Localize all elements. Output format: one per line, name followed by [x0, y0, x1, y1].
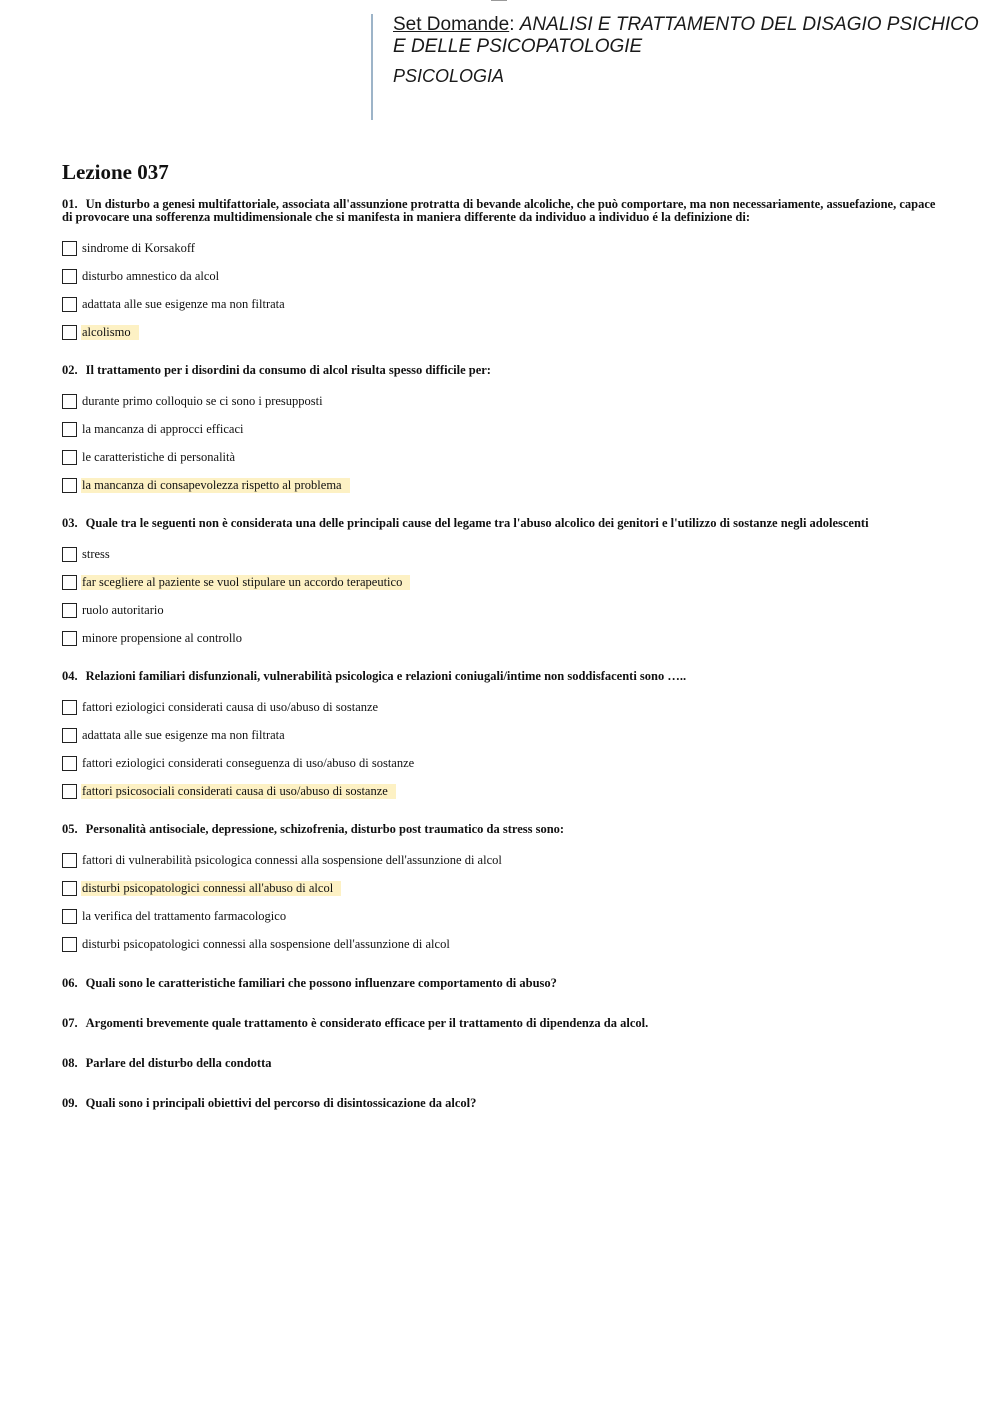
answer-option[interactable]: [62, 846, 942, 874]
option-label: sindrome di Korsakoff: [82, 240, 195, 255]
option-label: adattata alle sue esigenze ma non filtrata: [82, 727, 285, 742]
answer-option[interactable]: [62, 387, 942, 415]
option-label: disturbi psicopatologici connessi alla sospensione dell'assunzione di alcol: [82, 936, 450, 951]
answer-option[interactable]: [62, 540, 942, 568]
question-number: 07.: [62, 1016, 78, 1030]
open-question-06: [62, 976, 942, 1016]
answer-option[interactable]: [62, 693, 942, 721]
checkbox[interactable]: [62, 394, 77, 409]
answer-option-correct[interactable]: [62, 777, 942, 805]
answer-option-correct[interactable]: [62, 568, 942, 596]
answer-option[interactable]: [62, 902, 942, 930]
checkbox[interactable]: [62, 478, 77, 493]
question-number: 04.: [62, 669, 78, 683]
option-label-highlighted: la mancanza di consapevolezza rispetto al problema: [81, 478, 350, 493]
question-text: [62, 670, 942, 683]
option-label-highlighted: alcolismo: [81, 325, 139, 340]
question-body: Un disturbo a genesi multifattoriale, associata all'assunzione protratta di bevande alcoliche, che può comportare, ma non necessariamente, assuefazione, capace di provocare una sofferenza multidimensionale che si manifesta in maniera differente da individuo a individuo é la definizione di:: [62, 197, 936, 224]
lesson-title: Lezione 037: [62, 160, 169, 184]
question-body: Quali sono le caratteristiche familiari che possono influenzare comportamento di abuso?: [85, 976, 557, 990]
questions-list: [62, 198, 942, 1136]
question-text: [62, 823, 942, 836]
checkbox[interactable]: [62, 575, 77, 590]
open-question-08: [62, 1056, 942, 1096]
question-number: 01.: [62, 197, 78, 211]
question-body: Parlare del disturbo della condotta: [85, 1056, 272, 1070]
option-label: minore propensione al controllo: [82, 630, 243, 645]
question-body: Quale tra le seguenti non è considerata una delle principali cause del legame tra l'abuso alcolico dei genitori e l'utilizzo di sostanze negli adolescenti: [85, 516, 869, 530]
checkbox[interactable]: [62, 450, 77, 465]
checkbox[interactable]: [62, 325, 77, 340]
option-label: disturbo amnestico da alcol: [82, 268, 220, 283]
checkbox[interactable]: [62, 547, 77, 562]
checkbox[interactable]: [62, 241, 77, 256]
option-label: la mancanza di approcci efficaci: [82, 421, 244, 436]
open-question-07: [62, 1016, 942, 1056]
checkbox[interactable]: [62, 700, 77, 715]
answer-option[interactable]: [62, 624, 942, 652]
option-label-highlighted: fattori psicosociali considerati causa di uso/abuso di sostanze: [81, 784, 396, 799]
option-label: le caratteristiche di personalità: [82, 449, 236, 464]
header-set-line: [393, 14, 991, 58]
question-04: [62, 670, 942, 805]
question-body: Relazioni familiari disfunzionali, vulnerabilità psicologica e relazioni coniugali/intime non soddisfacenti sono …..: [85, 669, 687, 683]
question-text: [62, 198, 942, 224]
checkbox[interactable]: [62, 269, 77, 284]
answer-option[interactable]: [62, 596, 942, 624]
question-02: [62, 364, 942, 499]
checkbox[interactable]: [62, 631, 77, 646]
checkbox[interactable]: [62, 728, 77, 743]
question-body: Argomenti brevemente quale trattamento è considerato efficace per il trattamento di dipendenza da alcol.: [85, 1016, 649, 1030]
top-mark: [491, 0, 507, 1]
course-title: ANALISI E TRATTAMENTO DEL DISAGIO PSICHICO E DELLE PSICOPATOLOGIE: [393, 14, 979, 57]
checkbox[interactable]: [62, 603, 77, 618]
question-05: [62, 823, 942, 958]
question-body: Personalità antisociale, depressione, schizofrenia, disturbo post traumatico da stress sono:: [85, 822, 565, 836]
question-number: 09.: [62, 1096, 78, 1110]
checkbox[interactable]: [62, 784, 77, 799]
checkbox[interactable]: [62, 756, 77, 771]
question-text: [62, 517, 942, 530]
question-01: [62, 198, 942, 346]
open-question-09: [62, 1096, 942, 1136]
option-label: fattori di vulnerabilità psicologica connessi alla sospensione dell'assunzione di alcol: [82, 852, 502, 867]
option-label-highlighted: disturbi psicopatologici connessi all'abuso di alcol: [81, 881, 341, 896]
answer-option[interactable]: [62, 443, 942, 471]
answer-option[interactable]: [62, 930, 942, 958]
document-header: [371, 14, 991, 120]
checkbox[interactable]: [62, 422, 77, 437]
answer-option[interactable]: [62, 415, 942, 443]
option-label: fattori eziologici considerati conseguenza di uso/abuso di sostanze: [82, 755, 415, 770]
answer-option-correct[interactable]: [62, 318, 942, 346]
answer-option[interactable]: [62, 262, 942, 290]
option-label: durante primo colloquio se ci sono i presupposti: [82, 393, 323, 408]
checkbox[interactable]: [62, 853, 77, 868]
answer-option[interactable]: [62, 234, 942, 262]
answer-option[interactable]: [62, 290, 942, 318]
answer-option-correct[interactable]: [62, 471, 942, 499]
question-body: Il trattamento per i disordini da consumo di alcol risulta spesso difficile per:: [85, 363, 491, 377]
checkbox[interactable]: [62, 937, 77, 952]
checkbox[interactable]: [62, 909, 77, 924]
option-label: stress: [82, 546, 110, 561]
checkbox[interactable]: [62, 297, 77, 312]
option-label: adattata alle sue esigenze ma non filtrata: [82, 296, 285, 311]
question-number: 03.: [62, 516, 78, 530]
question-number: 05.: [62, 822, 78, 836]
answer-option[interactable]: [62, 749, 942, 777]
checkbox[interactable]: [62, 881, 77, 896]
question-body: Quali sono i principali obiettivi del percorso di disintossicazione da alcol?: [85, 1096, 477, 1110]
question-number: 06.: [62, 976, 78, 990]
subject-title: PSICOLOGIA: [393, 66, 505, 86]
question-number: 08.: [62, 1056, 78, 1070]
answer-option-correct[interactable]: [62, 874, 942, 902]
option-label-highlighted: far scegliere al paziente se vuol stipulare un accordo terapeutico: [81, 575, 410, 590]
answer-option[interactable]: [62, 721, 942, 749]
set-label: Set Domande: [393, 14, 510, 35]
option-label: la verifica del trattamento farmacologico: [82, 908, 287, 923]
set-colon: :: [509, 14, 515, 35]
option-label: ruolo autoritario: [82, 602, 164, 617]
question-03: [62, 517, 942, 652]
option-label: fattori eziologici considerati causa di uso/abuso di sostanze: [82, 699, 379, 714]
question-number: 02.: [62, 363, 78, 377]
question-text: [62, 364, 942, 377]
